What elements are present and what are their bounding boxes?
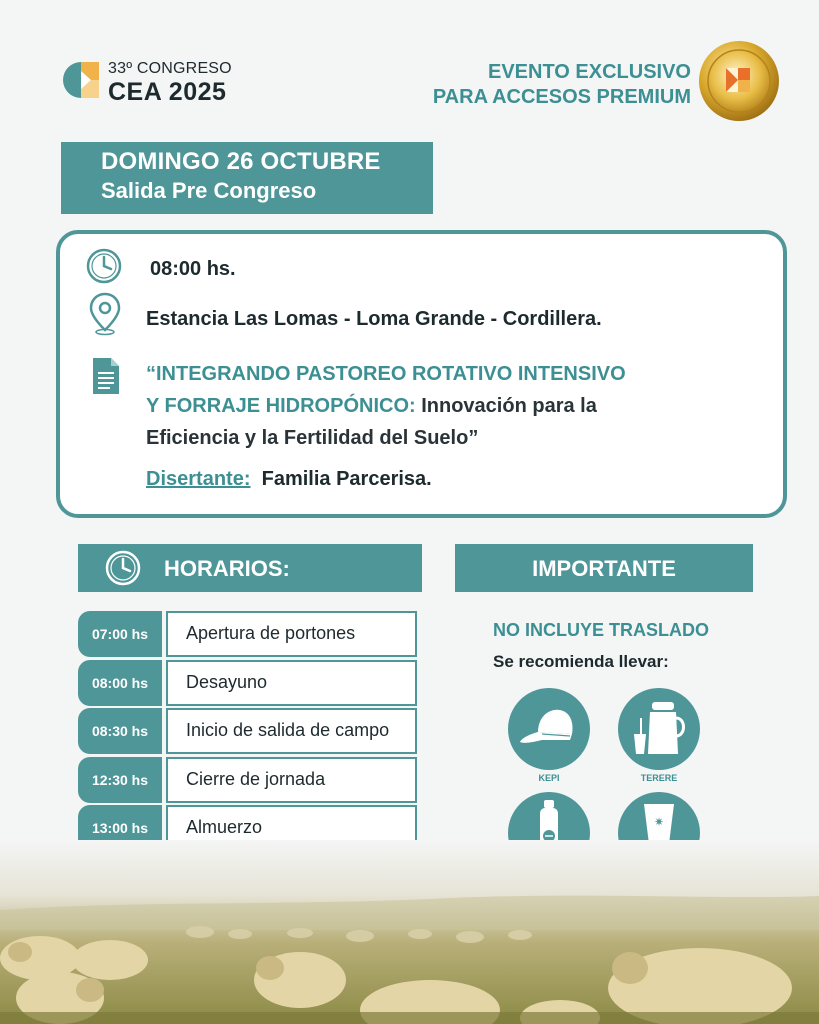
premium-line-1: EVENTO EXCLUSIVO: [487, 61, 691, 83]
document-icon: [90, 356, 122, 396]
no-transport-notice: NO INCLUYE TRASLADO: [493, 620, 709, 640]
thermos-label: TERERE: [640, 773, 678, 783]
schedule-desc: Almuerzo: [166, 805, 417, 851]
cap-item: [508, 688, 590, 770]
important-header: IMPORTANTE: [455, 544, 753, 592]
talk-title: [146, 358, 746, 454]
schedule-desc: Desayuno: [166, 660, 417, 706]
schedule-clock-icon: [104, 549, 142, 587]
event-time: 08:00 hs.: [150, 258, 236, 280]
talk-title-highlight-2: Y FORRAJE HIDROPÓNICO:: [146, 395, 416, 417]
schedule-time: 07:00 hs: [78, 611, 162, 657]
premium-notice: [433, 60, 691, 110]
speaker-label: Disertante:: [146, 468, 251, 490]
gold-medal-icon: [698, 40, 780, 122]
schedule-header: HORARIOS:: [78, 544, 422, 592]
schedule-row: [78, 707, 418, 756]
schedule-desc: Inicio de salida de campo: [166, 708, 417, 754]
schedule-list: [78, 610, 418, 853]
event-subtitle: Salida Pre Congreso: [101, 178, 317, 203]
speaker: [146, 468, 432, 491]
logo-line-1: 33º CONGRESO: [108, 60, 232, 77]
schedule-time: 08:00 hs: [78, 660, 162, 706]
thermos-item: [618, 688, 700, 770]
speaker-name: Familia Parcerisa.: [261, 468, 432, 490]
date-banner: [61, 142, 433, 214]
schedule-time: 12:30 hs: [78, 757, 162, 803]
event-location: Estancia Las Lomas - Loma Grande - Cordillera.: [146, 308, 602, 330]
location-pin-icon: [88, 292, 122, 336]
talk-title-normal-1: Innovación para la: [415, 395, 597, 417]
svg-text:✷: ✷: [653, 815, 665, 829]
cap-icon: [508, 688, 590, 770]
schedule-desc: Cierre de jornada: [166, 757, 417, 803]
schedule-row: [78, 659, 418, 708]
cea-logo-icon: [62, 61, 100, 99]
premium-line-2: PARA ACCESOS PREMIUM: [432, 86, 691, 108]
thermos-icon: [618, 688, 700, 770]
schedule-time: 08:30 hs: [78, 708, 162, 754]
cap-label: KEPI: [538, 773, 560, 783]
talk-title-normal-2: Eficiencia y la Fertilidad del Suelo”: [146, 427, 479, 449]
schedule-row: [78, 756, 418, 805]
event-date: DOMINGO 26 OCTUBRE: [101, 148, 381, 175]
logo-line-2: CEA 2025: [108, 78, 227, 106]
recommend-text: Se recomienda llevar:: [493, 652, 669, 671]
schedule-row: [78, 610, 418, 659]
pasture-cattle-illustration: [0, 840, 819, 1024]
clock-icon: [86, 248, 122, 284]
schedule-desc: Apertura de portones: [166, 611, 417, 657]
schedule-time: 13:00 hs: [78, 805, 162, 851]
talk-title-highlight-1: “INTEGRANDO PASTOREO ROTATIVO INTENSIVO: [146, 363, 626, 385]
congress-logo: [62, 58, 252, 108]
